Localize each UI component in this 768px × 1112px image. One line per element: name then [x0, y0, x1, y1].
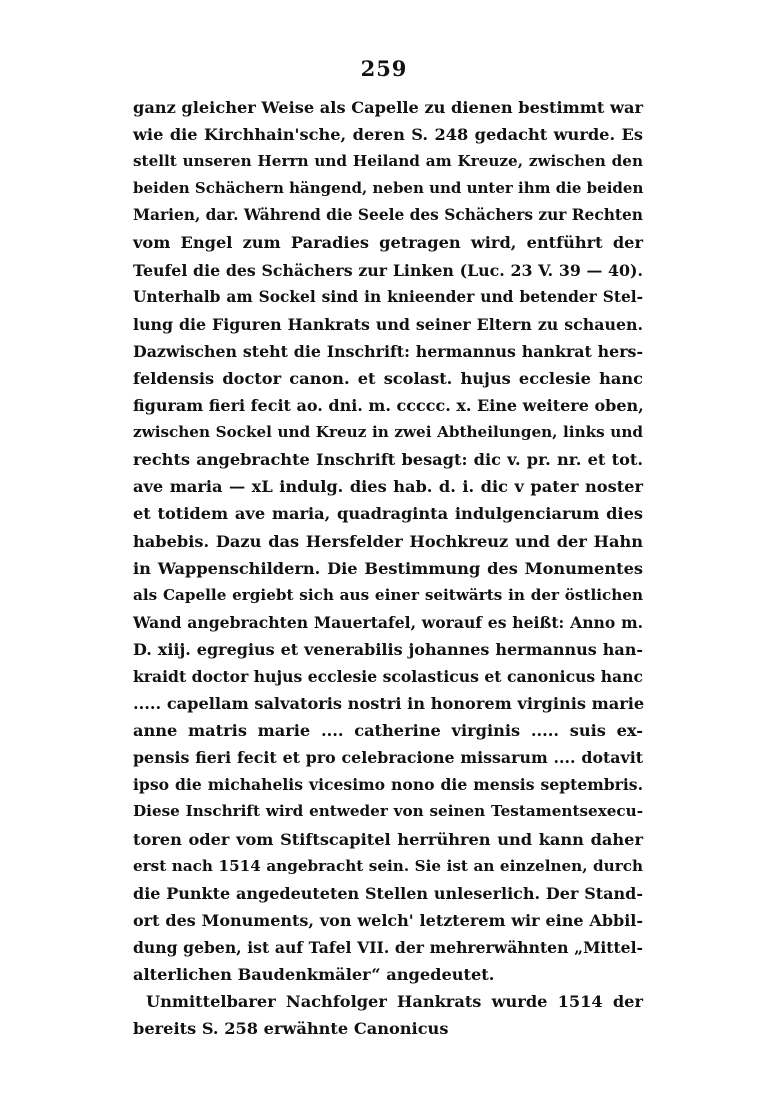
text-line: Unmittelbarer Nachfolger Hankrats wurde 1514 der	[146, 992, 643, 1012]
text-line: erst nach 1514 angebracht sein. Sie ist an einzelnen, durch	[133, 856, 643, 875]
text-line: dung geben, ist auf Tafel VII. der mehrerwähnten „Mittel-	[133, 937, 643, 957]
text-line: stellt unseren Herrn und Heiland am Kreuze, zwischen den	[133, 152, 643, 171]
text-line: toren oder vom Stiftscapitel herrühren und kann daher	[133, 829, 643, 849]
text-line: figuram fieri fecit ao. dni. m. ccccc. x. Eine weitere oben,	[133, 396, 644, 416]
text-line: alterlichen Baudenkmäler“ angedeutet.	[133, 965, 495, 984]
text-line: als Capelle ergiebt sich aus einer seitwärts in der östlichen	[133, 585, 643, 604]
text-line: ganz gleicher Weise als Capelle zu dienen bestimmt war	[133, 98, 643, 117]
text-line: vom Engel zum Paradies getragen wird, entführt der	[133, 233, 643, 253]
text-line: rechts angebrachte Inschrift besagt: dic v. pr. nr. et tot.	[133, 450, 643, 470]
text-line: bereits S. 258 erwähnte Canonicus	[133, 1019, 449, 1039]
text-line: feldensis doctor canon. et scolast. hujus ecclesie hanc	[133, 368, 643, 388]
text-line: in Wappenschildern. Die Bestimmung des Monumentes	[133, 558, 643, 578]
text-line: anne matris marie .... catherine virginis ..... suis ex-	[133, 721, 643, 741]
page-number: 259	[360, 56, 408, 81]
text-line: pensis fieri fecit et pro celebracione missarum .... dotavit	[133, 748, 643, 768]
body-text	[133, 94, 643, 1042]
text-line: D. xiij. egregius et venerabilis johannes hermannus han-	[133, 639, 643, 659]
text-line: wie die Kirchhain'sche, deren S. 248 gedacht wurde. Es	[133, 125, 643, 145]
text-line: Marien, dar. Während die Seele des Schächers zur Rechten	[133, 206, 643, 225]
text-line: Unterhalb am Sockel sind in knieender und betender Stel-	[133, 287, 643, 306]
text-line: die Punkte angedeuteten Stellen unleserlich. Der Stand-	[133, 883, 643, 903]
text-line: Wand angebrachten Mauertafel, worauf es heißt: Anno m.	[133, 612, 643, 632]
text-line: Teufel die des Schächers zur Linken (Luc. 23 V. 39 — 40).	[133, 260, 643, 280]
text-line: Dazwischen steht die Inschrift: hermannus hankrat hers-	[133, 341, 643, 361]
text-line: ort des Monuments, von welch' letzterem wir eine Abbil-	[133, 910, 643, 930]
text-line: habebis. Dazu das Hersfelder Hochkreuz und der Hahn	[133, 531, 643, 551]
text-line: beiden Schächern hängend, neben und unter ihm die beiden	[133, 179, 644, 198]
text-line: kraidt doctor hujus ecclesie scolasticus et canonicus hanc	[133, 666, 643, 686]
text-line: ave maria — xL indulg. dies hab. d. i. dic v pater noster	[133, 477, 643, 497]
text-line: ..... capellam salvatoris nostri in honorem virginis marie	[133, 694, 645, 714]
text-line: Diese Inschrift wird entweder von seinen Testamentsexecu-	[133, 802, 643, 821]
text-line: et totidem ave maria, quadraginta indulgenciarum dies	[133, 504, 643, 524]
text-line: lung die Figuren Hankrats und seiner Eltern zu schauen.	[133, 314, 643, 334]
text-line: ipso die michahelis vicesimo nono die mensis septembris.	[133, 775, 643, 795]
text-line: zwischen Sockel und Kreuz in zwei Abtheilungen, links und	[133, 423, 643, 442]
